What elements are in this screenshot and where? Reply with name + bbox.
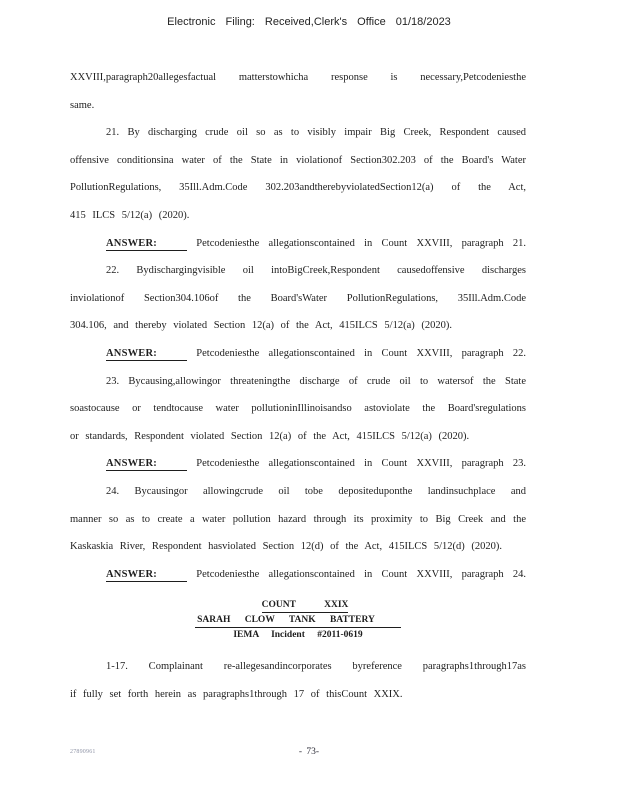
answer-22 (106, 340, 526, 368)
body-line: XXVIII,paragraph20allegesfactual matterstowhicha response is necessary,Petcodeniesthe (70, 72, 526, 83)
para24-line: manner so as to create a water pollution hazard through its proximity to Big Creek and the (70, 513, 526, 525)
answer-text: Petcodeniesthe allegationscontained in Count XXVIII, paragraph 23. (196, 458, 526, 470)
para21-line: PollutionRegulations, 35Ill.Adm.Code 302.203andtherebyviolatedSection12(a) of the Act, (70, 182, 526, 194)
count-heading-block (70, 598, 526, 642)
answer-24 (106, 561, 526, 589)
para23-line: soastocause or tendtocause water pollutioninIllinoisandso astoviolate the Board'sregulations (70, 403, 526, 415)
answer-text: Petcodeniesthe allegationscontained in Count XXVIII, paragraph 24. (196, 568, 526, 580)
answer-23 (106, 450, 526, 478)
efiling-header: Electronic Filing: Received,Clerk's Office 01/18/2023 (167, 16, 451, 28)
para21-line: 21. By discharging crude oil so as to visibly impair Big Creek, Respondent caused (106, 127, 526, 139)
count-subject-text: SARAH CLOW TANK BATTERY (195, 613, 401, 628)
count-title-text: COUNT XXIX (262, 598, 349, 613)
para1-17-block (70, 653, 526, 708)
answer-label: ANSWER: (106, 238, 187, 251)
para1-17-line: if fully set forth herein as paragraphs1through 17 of thisCount XXIX. (70, 688, 403, 700)
para22-line: 22. Bydischargingvisible oil intoBigCreek,Respondent causedoffensive discharges (106, 265, 526, 277)
document-body (70, 64, 526, 708)
para1-17-line: 1-17. Complainant re-allegesandincorporates byreference paragraphs1through17as (106, 661, 526, 673)
answer-label: ANSWER: (106, 348, 187, 361)
para23-line: 23. Bycausing,allowingor threateningthe discharge of crude oil to watersof the State (106, 375, 526, 387)
para22-line: 304.106, and thereby violated Section 12(a) of the Act, 415ILCS 5/12(a) (2020). (70, 320, 452, 332)
para24-line: Kaskaskia River, Respondent hasviolated Section 12(d) of the Act, 415ILCS 5/12(d) (2020). (70, 541, 503, 553)
answer-label: ANSWER: (106, 458, 187, 471)
para21-line: 415 ILCS 5/12(a) (2020). (70, 209, 190, 221)
count-title (77, 598, 533, 613)
para22-line: inviolationof Section304.106of the Board'sWater PollutionRegulations, 35Ill.Adm.Code (70, 292, 526, 304)
count-subject (70, 613, 526, 628)
answer-label: ANSWER: (106, 569, 187, 582)
answer-text: Petcodeniesthe allegationscontained in Count XXVIII, paragraph 22. (196, 347, 526, 359)
para23-line: or standards, Respondent violated Section 12(a) of the Act, 415ILCS 5/12(a) (2020). (70, 430, 470, 442)
para24-line: 24. Bycausingor allowingcrude oil tobe depositeduponthe landinsuchplace and (106, 485, 526, 497)
page-number: - 73- (298, 747, 320, 757)
answer-text: Petcodeniesthe allegationscontained in Count XXVIII, paragraph 21. (196, 237, 526, 249)
body-line: same. (70, 99, 95, 111)
answer-21 (106, 230, 526, 258)
para21-line: offensive conditionsina water of the State in violationof Section302.203 of the Board's Water (70, 154, 526, 166)
document-id-stamp: 27890961 (70, 749, 96, 755)
count-incident: IEMA Incident #2011-0619 (233, 630, 363, 641)
